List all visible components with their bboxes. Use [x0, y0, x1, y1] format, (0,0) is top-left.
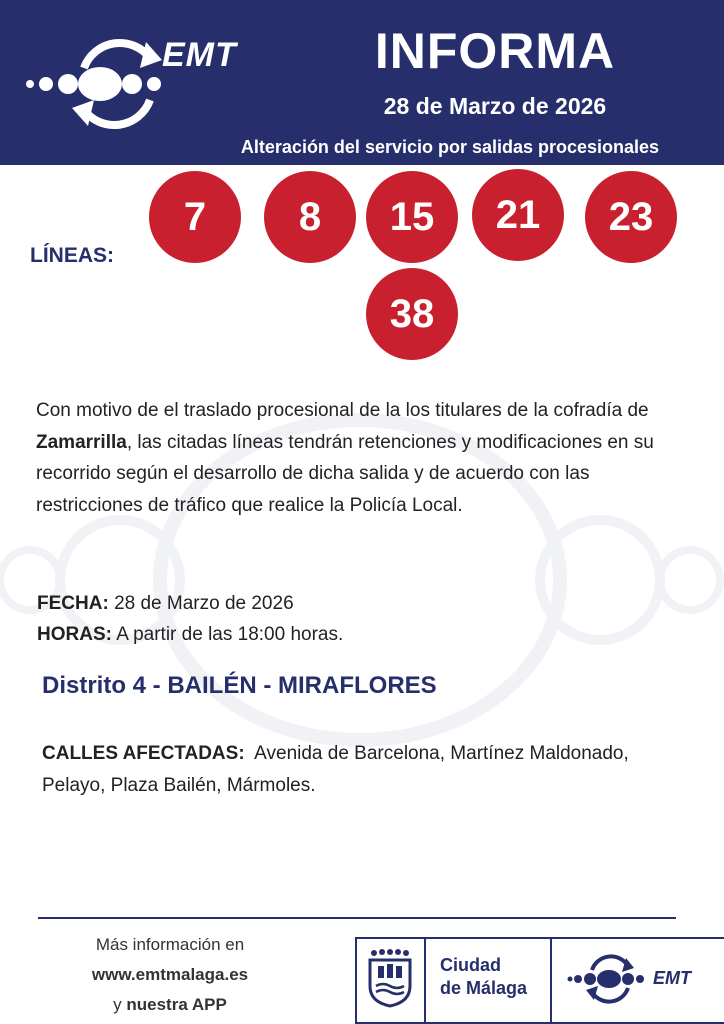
app-text: [40, 995, 300, 1015]
lines-label: LÍNEAS:: [30, 244, 114, 267]
emt-brand-text: EMT: [162, 36, 237, 74]
line-badge-38: 38: [366, 268, 458, 360]
notice-text-after: , las citadas líneas tendrán retenciones y modificaciones en su recorrido según el desarrollo de dicha salida y de acuerdo con las restricciones de tráfico que realice la Policía Local.: [36, 431, 654, 516]
line-badge-23: 23: [585, 171, 677, 263]
emt-small-brand-text: EMT: [653, 968, 691, 988]
line-badge-21: 21: [472, 169, 564, 261]
notice-text-before: Con motivo de el traslado procesional de la los titulares de la cofradía de: [36, 400, 649, 421]
city-line-2: de Málaga: [440, 978, 528, 998]
city-crest-icon: [366, 948, 414, 1008]
website-link[interactable]: [40, 965, 300, 985]
line-badge-8: 8: [264, 171, 356, 263]
badge-divider: [424, 937, 426, 1024]
more-info-text: Más información en: [95, 935, 245, 954]
app-prefix: y: [113, 995, 127, 1014]
app-label: nuestra APP: [126, 995, 227, 1014]
line-badge-15: 15: [366, 171, 458, 263]
website-url[interactable]: www.emtmalaga.es: [91, 965, 249, 984]
emt-logo-icon: [22, 28, 282, 138]
header-subtitle: Alteración del servicio por salidas procesionales: [240, 137, 660, 157]
city-name: [440, 954, 527, 1000]
affected-streets: [42, 738, 692, 802]
city-line-1: Ciudad: [440, 955, 501, 975]
date-value: 28 de Marzo de 2026: [114, 593, 294, 614]
hours-value: A partir de las 18:00 horas.: [116, 624, 344, 645]
emt-small-logo-icon: [566, 948, 716, 1010]
page-title: INFORMA: [374, 23, 616, 79]
notice-paragraph: [36, 395, 686, 521]
affected-streets-list: Avenida de Barcelona, Martínez Maldonado, Pelayo, Plaza Bailén, Mármoles.: [42, 743, 629, 796]
header-banner: [0, 0, 724, 165]
hours-row: [37, 624, 343, 646]
footer-divider: [38, 917, 676, 919]
brotherhood-name: Zamarrilla: [36, 431, 127, 453]
date-row: [37, 593, 294, 615]
date-label: FECHA:: [37, 593, 109, 614]
affected-label: CALLES AFECTADAS:: [42, 743, 245, 764]
badge-divider: [550, 937, 552, 1024]
header-date: 28 de Marzo de 2026: [383, 93, 607, 119]
hours-label: HORAS:: [37, 624, 112, 645]
line-badge-7: 7: [149, 171, 241, 263]
district-title: Distrito 4 - BAILÉN - MIRAFLORES: [42, 672, 437, 699]
